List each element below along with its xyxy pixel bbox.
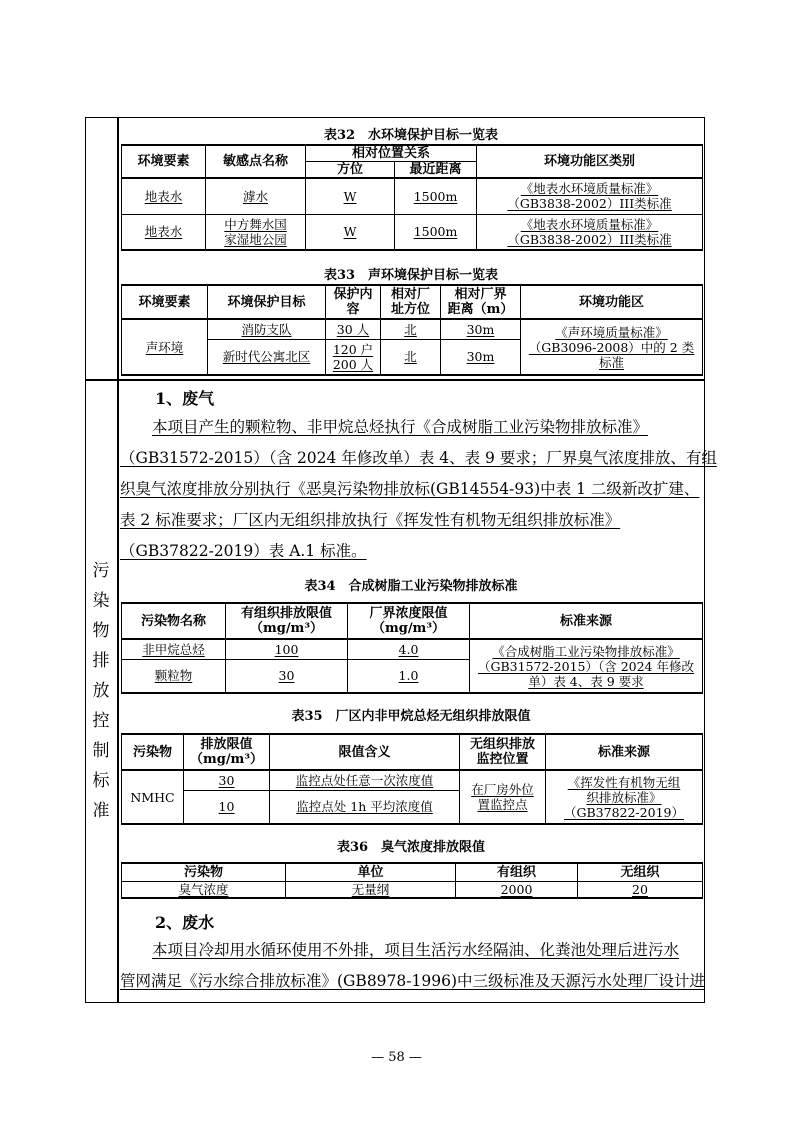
t32-h-distance: 最近距离 [395,162,477,179]
t35-r2-meaning: 监控点处 1h 平均浓度值 [296,799,433,815]
paragraph-line: 织臭气浓度排放分别执行《恶臭污染物排放标(GB14554-93)中表 1 二级新改扩建、 [120,480,700,498]
paragraph-line: 本项目冷却用水循环使用不外排，项目生活污水经隔油、化粪池处理后进污水 [152,941,680,959]
t34-source3: 单）表 4、表 9 要求 [528,673,644,689]
t33-h-target: 环境保护目标 [208,285,326,319]
t32-r2-func2: （GB3838-2002）III类标准 [507,231,672,247]
t36-h-unit: 单位 [286,863,456,881]
table-row [122,770,703,790]
page-number: — 58 — [371,1050,422,1065]
column-divider [117,117,119,1003]
t35-r2-limit: 10 [218,799,235,815]
t34-h-organized: 有组织排放限值 （mg/m³） [226,603,348,639]
section2-heading: 2、废水 [155,913,215,932]
t35-r1-limit: 30 [218,772,235,788]
t34-r2-organized: 30 [278,668,295,684]
t33-element: 声环境 [145,339,184,355]
side-char: 放 [92,681,110,701]
t33-r2-distance: 30m [466,349,495,365]
t33-r2-scale2: 200 人 [332,356,374,372]
row-divider [85,379,705,381]
t35-h-location: 无组织排放 监控位置 [460,734,546,770]
table34 [121,602,703,694]
table35-caption: 表35 厂区内非甲烷总烃无组织排放限值 [291,709,531,724]
t32-h-relpos: 相对位置关系 [306,145,477,162]
t34-h-pollutant: 污染物名称 [122,603,226,639]
t36-unorganized: 20 [632,881,648,897]
t33-r2-direction: 北 [404,349,417,365]
side-char: 控 [92,711,110,731]
t33-h-scale: 保护内 容 [326,285,381,319]
t35-h-limit: 排放限值 （mg/m³） [184,734,270,770]
t32-r1-name: 滹水 [242,188,268,204]
side-char: 排 [92,651,110,671]
t35-source1: 《挥发性有机物无组 [567,774,681,790]
table-row [122,881,703,898]
t33-r1-target: 消防支队 [241,321,292,337]
table33 [121,284,703,376]
t34-h-boundary: 厂界浓度限值 （mg/m³） [348,603,470,639]
side-char: 物 [92,621,110,641]
t35-loc2: 置监控点 [477,797,528,812]
t34-r2-pollutant: 颗粒物 [154,668,193,684]
t36-unit: 无量纲 [351,881,390,897]
paragraph-line: 表 2 标准要求；厂区内无组织排放执行《挥发性有机物无组织排放标准》 [120,511,621,529]
t33-h-distance: 相对厂界 距离（m） [441,285,521,319]
side-char: 标 [92,771,110,791]
section1-paragraph [120,412,717,567]
t34-r1-boundary: 4.0 [398,641,419,657]
t32-r1-func2: （GB3838-2002）III类标准 [507,196,672,212]
t34-source1: 《合成树脂工业污染物排放标准》 [492,643,680,659]
side-label [85,379,117,1003]
t32-r1-direction: W [343,188,357,204]
t35-source2: 织排放标准》 [586,789,662,805]
t33-h-function: 环境功能区 [521,285,703,319]
paragraph-line: 本项目产生的颗粒物、非甲烷总烃执行《合成树脂工业污染物排放标准》 [152,418,649,436]
t33-r1-distance: 30m [466,321,495,337]
table-row [122,319,703,339]
side-char: 准 [92,801,110,821]
t33-h-element: 环境要素 [122,285,208,319]
table36-caption: 表36 臭气浓度排放限值 [336,840,486,855]
t33-h-direction: 相对厂 址方位 [381,285,441,319]
t35-h-meaning: 限值含义 [270,734,460,770]
t33-r1-direction: 北 [404,321,417,337]
t33-func1: 《声环境质量标准》 [555,324,668,340]
t35-loc1: 在厂房外位 [471,782,534,797]
t36-h-unorganized: 无组织 [578,863,703,881]
t34-h-source: 标准来源 [470,603,703,639]
t33-r2-scale1: 120 户 [332,341,374,357]
t32-r1-func1: 《地表水环境质量标准》 [520,181,659,197]
t32-r2-name1: 中方舞水国 [224,216,287,232]
t33-func3: 标准 [598,354,624,370]
side-char: 制 [92,741,110,761]
t34-r1-organized: 100 [274,641,299,657]
side-char: 污 [92,561,110,581]
t32-h-direction: 方位 [306,162,395,179]
t32-r1-distance: 1500m [413,188,458,204]
t32-r2-distance: 1500m [413,224,458,240]
t34-r1-pollutant: 非甲烷总烃 [142,641,205,657]
table34-caption: 表34 合成树脂工业污染物排放标准 [304,579,518,594]
side-char: 染 [92,591,110,611]
section2-paragraph [120,935,705,997]
section1-heading: 1、废气 [155,389,215,408]
t32-h-sensitive: 敏感点名称 [206,145,306,178]
t33-func2: （GB3096-2008）中的 2 类 [528,339,695,355]
table-row [122,639,703,659]
t34-r2-boundary: 1.0 [398,668,419,684]
table33-caption: 表33 声环境保护目标一览表 [323,268,499,283]
table36 [121,862,703,899]
table32 [121,144,703,251]
t32-r2-element: 地表水 [144,224,183,240]
t32-r2-direction: W [343,224,357,240]
table-row [122,178,703,214]
t35-source3: （GB37822-2019） [564,804,684,820]
t36-h-pollutant: 污染物 [122,863,286,881]
t32-h-function: 环境功能区类别 [477,145,703,178]
t35-h-pollutant: 污染物 [122,734,184,770]
t32-r2-name2: 家湿地公园 [224,231,287,247]
table35 [121,733,703,825]
paragraph-line: （GB37822-2019）表 A.1 标准。 [120,542,367,560]
t36-pollutant: 臭气浓度 [178,881,229,897]
t35-h-source: 标准来源 [546,734,703,770]
t35-pollutant: NMHC [122,770,184,824]
t32-r2-func1: 《地表水环境质量标准》 [520,216,659,232]
t35-r1-meaning: 监控点处任意一次浓度值 [295,772,434,788]
t32-h-element: 环境要素 [122,145,206,178]
table-row [122,214,703,250]
t34-source2: （GB31572-2015）（含 2024 年修改 [478,658,694,674]
paragraph-line: 管网满足《污水综合排放标准》(GB8978-1996)中三级标准及天源污水处理厂设计进 [120,972,705,990]
paragraph-line: （GB31572-2015）（含 2024 年修改单）表 4、表 9 要求；厂界臭气浓度排放、有组 [120,449,717,467]
t33-r1-scale: 30 人 [336,321,370,337]
t32-r1-element: 地表水 [144,188,183,204]
t33-r2-target: 新时代公寓北区 [222,349,311,365]
t36-organized: 2000 [500,881,533,897]
t36-h-organized: 有组织 [456,863,578,881]
table32-caption: 表32 水环境保护目标一览表 [323,128,499,143]
